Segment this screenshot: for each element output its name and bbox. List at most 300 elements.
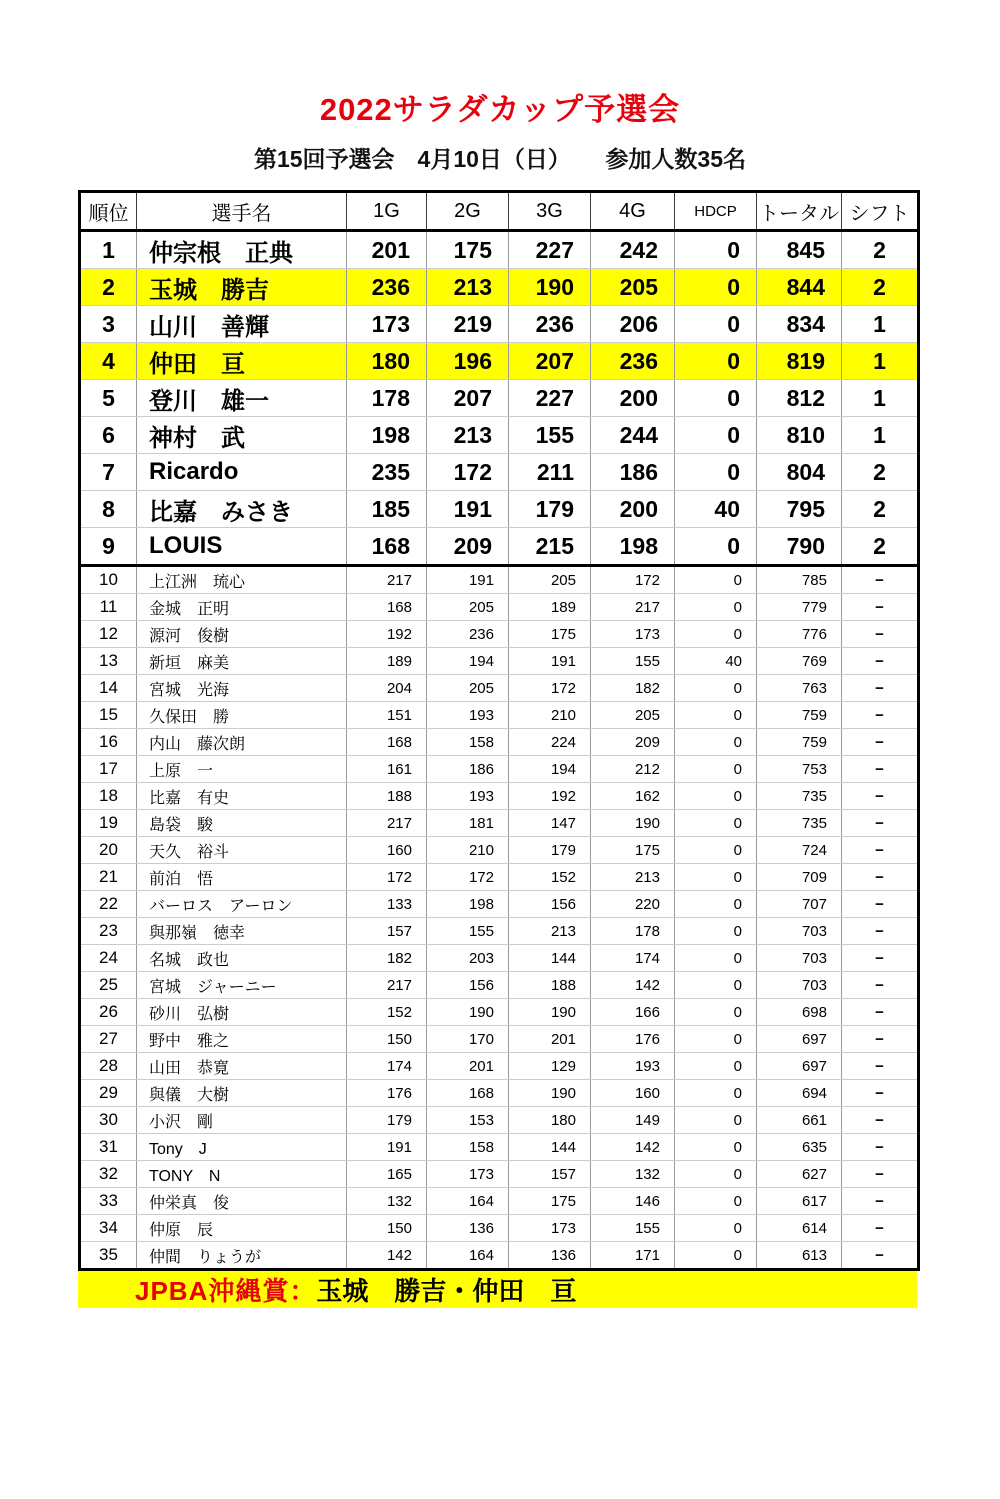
cell-total: 707 [757, 891, 842, 918]
cell-g1: 180 [347, 343, 427, 380]
cell-rank: 12 [80, 621, 137, 648]
cell-shift: 2 [842, 269, 919, 306]
cell-rank: 33 [80, 1188, 137, 1215]
award-banner [78, 1271, 917, 1308]
cell-rank: 35 [80, 1242, 137, 1270]
cell-g1: 132 [347, 1188, 427, 1215]
column-header: 1G [347, 192, 427, 231]
cell-g1: 235 [347, 454, 427, 491]
cell-g1: 198 [347, 417, 427, 454]
cell-shift: − [842, 1026, 919, 1053]
cell-g1: 188 [347, 783, 427, 810]
cell-name: 登川 雄一 [137, 380, 347, 417]
cell-g3: 144 [509, 945, 591, 972]
cell-shift: 2 [842, 454, 919, 491]
cell-name: 宮城 光海 [137, 675, 347, 702]
cell-g3: 144 [509, 1134, 591, 1161]
cell-g4: 149 [591, 1107, 675, 1134]
table-row [80, 999, 919, 1026]
table-row [80, 891, 919, 918]
cell-g2: 198 [427, 891, 509, 918]
cell-rank: 10 [80, 566, 137, 594]
cell-g3: 191 [509, 648, 591, 675]
cell-shift: − [842, 756, 919, 783]
cell-total: 845 [757, 231, 842, 269]
cell-shift: − [842, 1161, 919, 1188]
cell-g4: 236 [591, 343, 675, 380]
cell-shift: − [842, 999, 919, 1026]
cell-name: 仲宗根 正典 [137, 231, 347, 269]
cell-rank: 16 [80, 729, 137, 756]
table-body [80, 231, 919, 1270]
table-row [80, 380, 919, 417]
cell-g4: 182 [591, 675, 675, 702]
table-row [80, 729, 919, 756]
cell-total: 614 [757, 1215, 842, 1242]
event-subtitle: 第15回予選会 4月10日（日） 参加人数35名 [253, 146, 747, 172]
cell-g2: 136 [427, 1215, 509, 1242]
cell-total: 694 [757, 1080, 842, 1107]
cell-hdcp: 0 [675, 454, 757, 491]
cell-rank: 24 [80, 945, 137, 972]
cell-g1: 168 [347, 528, 427, 566]
cell-name: 前泊 悟 [137, 864, 347, 891]
cell-total: 759 [757, 729, 842, 756]
cell-g4: 160 [591, 1080, 675, 1107]
cell-rank: 34 [80, 1215, 137, 1242]
cell-name: バーロス アーロン [137, 891, 347, 918]
cell-hdcp: 0 [675, 972, 757, 999]
cell-rank: 8 [80, 491, 137, 528]
cell-g4: 132 [591, 1161, 675, 1188]
table-row [80, 454, 919, 491]
cell-g4: 171 [591, 1242, 675, 1270]
cell-g4: 200 [591, 491, 675, 528]
cell-name: 比嘉 みさき [137, 491, 347, 528]
cell-name: Ricardo [137, 454, 347, 491]
cell-rank: 7 [80, 454, 137, 491]
cell-g2: 193 [427, 783, 509, 810]
cell-shift: − [842, 972, 919, 999]
cell-hdcp: 0 [675, 675, 757, 702]
cell-g2: 173 [427, 1161, 509, 1188]
cell-g3: 172 [509, 675, 591, 702]
table-row [80, 269, 919, 306]
cell-hdcp: 0 [675, 528, 757, 566]
cell-total: 819 [757, 343, 842, 380]
cell-g1: 189 [347, 648, 427, 675]
table-row [80, 1215, 919, 1242]
cell-total: 697 [757, 1053, 842, 1080]
cell-g4: 244 [591, 417, 675, 454]
cell-shift: 2 [842, 528, 919, 566]
cell-g2: 191 [427, 566, 509, 594]
cell-hdcp: 0 [675, 306, 757, 343]
cell-shift: − [842, 675, 919, 702]
table-row [80, 918, 919, 945]
cell-g2: 164 [427, 1242, 509, 1270]
cell-shift: − [842, 1107, 919, 1134]
cell-g3: 157 [509, 1161, 591, 1188]
cell-hdcp: 40 [675, 491, 757, 528]
cell-shift: 2 [842, 231, 919, 269]
cell-hdcp: 40 [675, 648, 757, 675]
cell-name: 神村 武 [137, 417, 347, 454]
cell-g2: 190 [427, 999, 509, 1026]
cell-g3: 201 [509, 1026, 591, 1053]
cell-shift: − [842, 810, 919, 837]
results-sheet [0, 84, 1000, 1308]
column-header: 3G [509, 192, 591, 231]
cell-g3: 213 [509, 918, 591, 945]
cell-shift: − [842, 729, 919, 756]
cell-g1: 172 [347, 864, 427, 891]
cell-hdcp: 0 [675, 1188, 757, 1215]
cell-name: 久保田 勝 [137, 702, 347, 729]
cell-shift: 1 [842, 343, 919, 380]
cell-hdcp: 0 [675, 1215, 757, 1242]
cell-g4: 162 [591, 783, 675, 810]
cell-g4: 166 [591, 999, 675, 1026]
cell-g4: 193 [591, 1053, 675, 1080]
cell-total: 735 [757, 810, 842, 837]
cell-rank: 3 [80, 306, 137, 343]
cell-g2: 209 [427, 528, 509, 566]
column-header: トータル [757, 192, 842, 231]
cell-g2: 158 [427, 1134, 509, 1161]
cell-g2: 164 [427, 1188, 509, 1215]
table-row [80, 783, 919, 810]
cell-g2: 156 [427, 972, 509, 999]
cell-g4: 146 [591, 1188, 675, 1215]
cell-g1: 161 [347, 756, 427, 783]
cell-g1: 236 [347, 269, 427, 306]
award-label: JPBA沖縄賞： [135, 1276, 317, 1306]
cell-g2: 205 [427, 594, 509, 621]
cell-name: 山田 恭寛 [137, 1053, 347, 1080]
cell-g1: 150 [347, 1215, 427, 1242]
cell-g3: 194 [509, 756, 591, 783]
cell-g3: 173 [509, 1215, 591, 1242]
cell-shift: − [842, 1080, 919, 1107]
cell-g3: 179 [509, 491, 591, 528]
cell-rank: 17 [80, 756, 137, 783]
table-row [80, 1053, 919, 1080]
cell-g2: 205 [427, 675, 509, 702]
cell-g4: 155 [591, 1215, 675, 1242]
cell-g3: 136 [509, 1242, 591, 1270]
cell-g4: 242 [591, 231, 675, 269]
cell-rank: 27 [80, 1026, 137, 1053]
column-header: シフト [842, 192, 919, 231]
cell-g1: 150 [347, 1026, 427, 1053]
cell-g3: 215 [509, 528, 591, 566]
cell-name: TONY N [137, 1161, 347, 1188]
cell-g4: 205 [591, 269, 675, 306]
cell-g3: 175 [509, 621, 591, 648]
cell-total: 763 [757, 675, 842, 702]
cell-name: 仲間 りょうが [137, 1242, 347, 1270]
cell-total: 844 [757, 269, 842, 306]
cell-hdcp: 0 [675, 621, 757, 648]
cell-hdcp: 0 [675, 594, 757, 621]
table-row [80, 528, 919, 566]
cell-shift: − [842, 594, 919, 621]
cell-g4: 176 [591, 1026, 675, 1053]
cell-name: 金城 正明 [137, 594, 347, 621]
cell-total: 697 [757, 1026, 842, 1053]
cell-name: 内山 藤次朗 [137, 729, 347, 756]
award-names: 玉城 勝吉・仲田 亘 [316, 1276, 577, 1306]
cell-hdcp: 0 [675, 1080, 757, 1107]
cell-shift: 2 [842, 491, 919, 528]
cell-shift: − [842, 1188, 919, 1215]
cell-rank: 21 [80, 864, 137, 891]
cell-rank: 31 [80, 1134, 137, 1161]
cell-g4: 220 [591, 891, 675, 918]
cell-hdcp: 0 [675, 810, 757, 837]
cell-name: 島袋 駿 [137, 810, 347, 837]
table-row [80, 1161, 919, 1188]
cell-g1: 204 [347, 675, 427, 702]
cell-g1: 182 [347, 945, 427, 972]
cell-name: 仲田 亘 [137, 343, 347, 380]
cell-g2: 193 [427, 702, 509, 729]
cell-name: 野中 雅之 [137, 1026, 347, 1053]
cell-name: 玉城 勝吉 [137, 269, 347, 306]
cell-g1: 217 [347, 810, 427, 837]
results-table [78, 190, 920, 1271]
cell-shift: − [842, 1242, 919, 1270]
cell-name: 上江洲 琉心 [137, 566, 347, 594]
cell-hdcp: 0 [675, 231, 757, 269]
cell-hdcp: 0 [675, 837, 757, 864]
cell-total: 785 [757, 566, 842, 594]
cell-name: 比嘉 有史 [137, 783, 347, 810]
cell-total: 776 [757, 621, 842, 648]
cell-g3: 207 [509, 343, 591, 380]
table-row [80, 1134, 919, 1161]
cell-name: LOUIS [137, 528, 347, 566]
cell-g1: 157 [347, 918, 427, 945]
cell-g2: 186 [427, 756, 509, 783]
cell-g4: 155 [591, 648, 675, 675]
cell-total: 834 [757, 306, 842, 343]
cell-hdcp: 0 [675, 1026, 757, 1053]
cell-g4: 173 [591, 621, 675, 648]
cell-g2: 168 [427, 1080, 509, 1107]
cell-hdcp: 0 [675, 864, 757, 891]
cell-g2: 207 [427, 380, 509, 417]
cell-g2: 194 [427, 648, 509, 675]
cell-name: 仲原 辰 [137, 1215, 347, 1242]
cell-hdcp: 0 [675, 343, 757, 380]
cell-rank: 6 [80, 417, 137, 454]
cell-g2: 219 [427, 306, 509, 343]
cell-g3: 156 [509, 891, 591, 918]
cell-rank: 14 [80, 675, 137, 702]
cell-g2: 191 [427, 491, 509, 528]
cell-hdcp: 0 [675, 756, 757, 783]
table-row [80, 837, 919, 864]
cell-name: 上原 一 [137, 756, 347, 783]
cell-total: 812 [757, 380, 842, 417]
cell-g1: 151 [347, 702, 427, 729]
table-row [80, 566, 919, 594]
cell-name: 山川 善輝 [137, 306, 347, 343]
column-header: 2G [427, 192, 509, 231]
table-row [80, 491, 919, 528]
table-row [80, 972, 919, 999]
cell-shift: − [842, 945, 919, 972]
table-row [80, 675, 919, 702]
cell-g3: 189 [509, 594, 591, 621]
cell-shift: 1 [842, 417, 919, 454]
cell-rank: 15 [80, 702, 137, 729]
table-row [80, 1107, 919, 1134]
cell-g2: 213 [427, 417, 509, 454]
cell-rank: 30 [80, 1107, 137, 1134]
table-row [80, 864, 919, 891]
cell-name: 名城 政也 [137, 945, 347, 972]
cell-g1: 168 [347, 729, 427, 756]
cell-hdcp: 0 [675, 1161, 757, 1188]
cell-g1: 192 [347, 621, 427, 648]
cell-g4: 213 [591, 864, 675, 891]
table-row [80, 945, 919, 972]
cell-hdcp: 0 [675, 891, 757, 918]
table-row [80, 1080, 919, 1107]
cell-name: 小沢 剛 [137, 1107, 347, 1134]
cell-hdcp: 0 [675, 1134, 757, 1161]
cell-g2: 175 [427, 231, 509, 269]
cell-name: 與那嶺 徳幸 [137, 918, 347, 945]
cell-g2: 158 [427, 729, 509, 756]
cell-g2: 236 [427, 621, 509, 648]
cell-g4: 142 [591, 1134, 675, 1161]
table-row [80, 343, 919, 380]
cell-hdcp: 0 [675, 783, 757, 810]
cell-g2: 196 [427, 343, 509, 380]
cell-g3: 129 [509, 1053, 591, 1080]
column-header: HDCP [675, 192, 757, 231]
table-row [80, 1242, 919, 1270]
cell-total: 703 [757, 972, 842, 999]
cell-g1: 217 [347, 566, 427, 594]
cell-g4: 172 [591, 566, 675, 594]
header-row [80, 192, 919, 231]
cell-g1: 173 [347, 306, 427, 343]
table-row [80, 810, 919, 837]
cell-total: 810 [757, 417, 842, 454]
cell-shift: − [842, 837, 919, 864]
cell-g1: 165 [347, 1161, 427, 1188]
cell-g1: 179 [347, 1107, 427, 1134]
cell-g3: 179 [509, 837, 591, 864]
cell-g1: 174 [347, 1053, 427, 1080]
cell-total: 627 [757, 1161, 842, 1188]
column-header: 順位 [80, 192, 137, 231]
cell-g3: 224 [509, 729, 591, 756]
table-row [80, 1188, 919, 1215]
cell-total: 709 [757, 864, 842, 891]
cell-g3: 210 [509, 702, 591, 729]
cell-g2: 172 [427, 454, 509, 491]
cell-g3: 227 [509, 231, 591, 269]
cell-shift: − [842, 702, 919, 729]
cell-hdcp: 0 [675, 729, 757, 756]
cell-rank: 25 [80, 972, 137, 999]
cell-total: 735 [757, 783, 842, 810]
cell-g3: 147 [509, 810, 591, 837]
cell-total: 703 [757, 945, 842, 972]
table-row [80, 621, 919, 648]
cell-rank: 19 [80, 810, 137, 837]
table-row [80, 648, 919, 675]
cell-g3: 180 [509, 1107, 591, 1134]
cell-g4: 186 [591, 454, 675, 491]
cell-g1: 142 [347, 1242, 427, 1270]
cell-name: Tony J [137, 1134, 347, 1161]
cell-rank: 5 [80, 380, 137, 417]
table-row [80, 306, 919, 343]
table-wrapper [78, 190, 917, 1308]
cell-g4: 200 [591, 380, 675, 417]
cell-g3: 211 [509, 454, 591, 491]
cell-g3: 152 [509, 864, 591, 891]
cell-shift: 1 [842, 380, 919, 417]
cell-hdcp: 0 [675, 918, 757, 945]
cell-name: 新垣 麻美 [137, 648, 347, 675]
cell-hdcp: 0 [675, 269, 757, 306]
cell-g3: 227 [509, 380, 591, 417]
cell-shift: − [842, 566, 919, 594]
cell-g4: 209 [591, 729, 675, 756]
cell-rank: 32 [80, 1161, 137, 1188]
cell-total: 724 [757, 837, 842, 864]
cell-g4: 142 [591, 972, 675, 999]
cell-rank: 20 [80, 837, 137, 864]
cell-hdcp: 0 [675, 380, 757, 417]
table-row [80, 594, 919, 621]
cell-hdcp: 0 [675, 999, 757, 1026]
cell-rank: 23 [80, 918, 137, 945]
cell-g2: 210 [427, 837, 509, 864]
cell-total: 795 [757, 491, 842, 528]
cell-shift: − [842, 1134, 919, 1161]
table-row [80, 1026, 919, 1053]
cell-g2: 203 [427, 945, 509, 972]
cell-rank: 22 [80, 891, 137, 918]
cell-g4: 175 [591, 837, 675, 864]
cell-g2: 213 [427, 269, 509, 306]
cell-hdcp: 0 [675, 1242, 757, 1270]
cell-g3: 190 [509, 269, 591, 306]
cell-hdcp: 0 [675, 566, 757, 594]
cell-name: 仲栄真 俊 [137, 1188, 347, 1215]
cell-g4: 178 [591, 918, 675, 945]
cell-rank: 29 [80, 1080, 137, 1107]
table-row [80, 756, 919, 783]
cell-g2: 181 [427, 810, 509, 837]
cell-hdcp: 0 [675, 417, 757, 454]
cell-g2: 170 [427, 1026, 509, 1053]
table-row [80, 702, 919, 729]
column-header: 選手名 [137, 192, 347, 231]
table-row [80, 231, 919, 269]
cell-name: 與儀 大樹 [137, 1080, 347, 1107]
cell-g3: 236 [509, 306, 591, 343]
